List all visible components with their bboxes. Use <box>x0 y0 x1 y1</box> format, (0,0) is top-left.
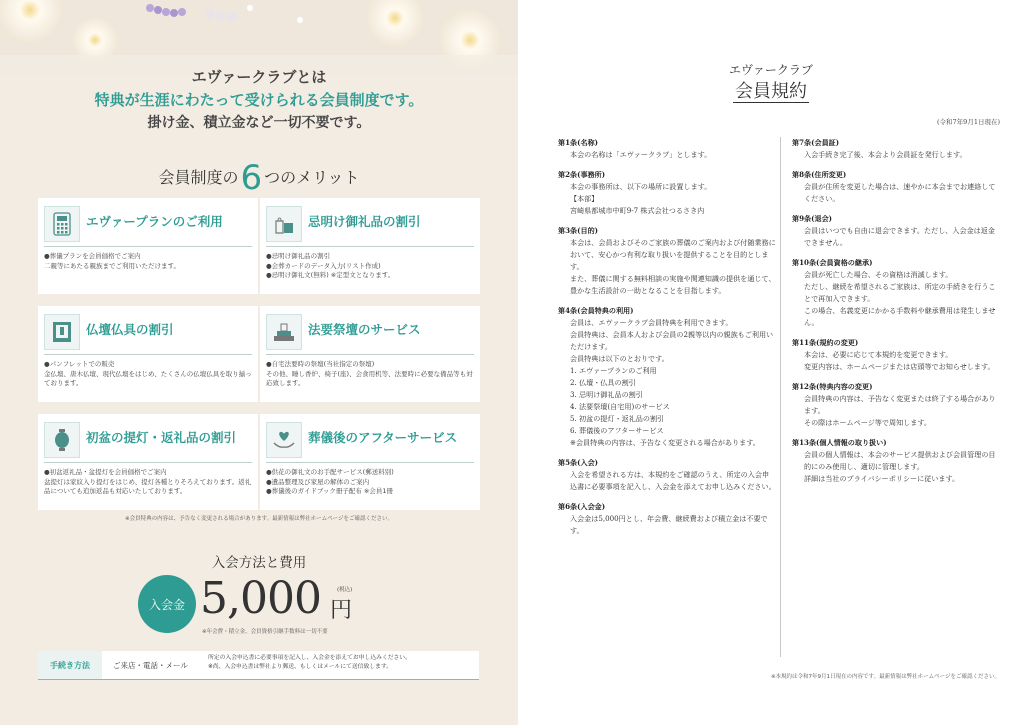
procedure-label: 手続き方法 <box>38 651 102 679</box>
card-body <box>44 252 256 271</box>
article-heading: 第3条(目的) <box>558 226 599 235</box>
merits-heading-before: 会員制度の <box>158 168 239 187</box>
calculator-icon <box>44 206 80 242</box>
card-body <box>266 360 478 389</box>
article <box>558 137 776 161</box>
card-divider <box>44 462 252 463</box>
procedure-box <box>38 651 479 680</box>
article-body: 本会は、必要に応じて本規約を変更できます。 変更内容は、ホームページまたは店頭等でお知らせします。 <box>804 350 995 371</box>
terms-title-text: 会員規約 <box>735 81 807 102</box>
card-line: 金仏壇、唐木仏壇、現代仏壇をはじめ、たくさんの仏壇仏具を取り揃っております。 <box>44 369 252 387</box>
terms-title <box>518 77 1024 103</box>
procedure-desc-line: 所定の入会申込書に必要事項を記入し、入会金を添えてお申し込みください。 <box>208 655 411 661</box>
card-divider <box>266 246 474 247</box>
article-body: 本会の事務所は、以下の場所に設置します。 【本部】 宮崎県都城市中町9-7 株式会社つるさき内 <box>570 182 712 215</box>
terms-date: (令和7年9月1日現在) <box>937 118 1000 126</box>
merit-card-lantern <box>38 414 258 510</box>
intro-line-3: 掛け金、積立金など一切不要です。 <box>147 115 371 131</box>
article-body: 本会は、会員およびそのご家族の葬儀のご案内および付随業務において、安心かつ有利な取り扱いを提供することを目的とします。 また、葬儀に関する無料相談の実施や関連知識の提供を通じて、豊かな生活設計の一助となることを目指します。 <box>570 238 776 295</box>
article <box>792 257 1000 329</box>
intro-text <box>0 66 518 134</box>
article <box>792 137 1000 161</box>
card-line: ●自宅法要時の祭壇(当社指定の祭壇) <box>266 360 375 368</box>
articles-column-right <box>792 137 1000 493</box>
card-title: 初盆の提灯・返礼品の割引 <box>86 430 237 445</box>
flower-header-image <box>0 0 518 75</box>
article <box>558 169 776 217</box>
article-body: 会員は、エヴァークラブ会員特典を利用できます。 会員特典は、会員本人および会員の2親等以内の親族もご利用いただけます。 会員特典は以下のとおりです。 1. エヴァープランのご利用 2. 仏壇・仏具の割引 3. 忌明け御礼品の割引 4. 法要祭壇(自宅用)のサービス 5. 初盆の提灯・返礼品の割引 6. 葬儀後のアフターサービス ※会員特典の内容は、予告なく変更される場合があります。 <box>570 318 774 447</box>
cards-note: ※会員特典の内容は、予告なく変更される場合があります。最新情報は弊社ホームページをご確認ください。 <box>124 516 394 522</box>
article <box>558 457 776 493</box>
card-divider <box>44 246 252 247</box>
terms-subtitle: エヴァークラブ <box>729 63 813 77</box>
article <box>558 501 776 537</box>
terms-footnote: ※本規約は令和7年9月1日現在の内容です。最新情報は弊社ホームページをご確認ください。 <box>770 674 1000 680</box>
entry-fee-tax: (税込) <box>337 587 353 593</box>
gift-bag-icon <box>266 206 302 242</box>
intro-line-1: エヴァークラブとは <box>191 68 327 86</box>
column-divider <box>780 137 781 657</box>
article <box>792 337 1000 373</box>
merit-card-butsudan <box>38 306 258 402</box>
card-line: ●パンフレットでの販売 <box>44 360 115 368</box>
card-line: ●忌明け御礼文(無料) ※定型文となります。 <box>266 271 395 279</box>
card-line: ●初盆返礼品・盆提灯を会員価格でご案内 <box>44 468 167 476</box>
article-heading: 第13条(個人情報の取り扱い) <box>792 438 887 447</box>
article-heading: 第7条(会員証) <box>792 138 840 147</box>
card-line: 二親等にあたる親族までご利用いただけます。 <box>44 261 180 270</box>
altar-icon <box>266 314 302 350</box>
articles-column-left <box>558 137 776 545</box>
card-title: エヴァープランのご利用 <box>86 214 223 229</box>
article-body: 本会の名称は「エヴァークラブ」とします。 <box>570 150 712 159</box>
butsudan-icon <box>44 314 80 350</box>
card-line: ●葬儀後のガイドブック冊子配布 ※会員1冊 <box>266 487 393 495</box>
article-heading: 第9条(退会) <box>792 214 833 223</box>
article-body: 会員特典の内容は、予告なく変更または終了する場合があります。 その際はホームページ等で周知します。 <box>804 394 996 427</box>
article <box>792 213 1000 249</box>
card-line: その他、睡し香炉、椅子(座)、会食用机等、法要時に必要な備品等も対応致します。 <box>266 369 473 387</box>
entry-fee-unit: 円 <box>330 598 353 623</box>
entry-fee-title: 入会方法と費用 <box>211 555 307 571</box>
article <box>558 305 776 449</box>
article-body: 会員が住所を変更した場合は、速やかに本会までお連絡してください。 <box>804 182 996 203</box>
article-heading: 第11条(規約の変更) <box>792 338 859 347</box>
card-title: 忌明け御礼品の割引 <box>308 214 421 229</box>
card-body <box>44 360 256 389</box>
card-title: 法要祭壇のサービス <box>308 322 421 337</box>
card-line: ●供花の御礼文のお手配サービス(郵送料別) <box>266 468 394 476</box>
article <box>792 169 1000 205</box>
lantern-icon <box>44 422 80 458</box>
article-body: 会員が死亡した場合、その資格は消滅します。 ただし、継続を希望されるご家族は、所定の手続きを行うことで再加入できます。 この場合、名義変更にかかる手数料や継承費用は発生しません。 <box>804 270 996 327</box>
article-heading: 第8条(住所変更) <box>792 170 847 179</box>
article <box>792 437 1000 485</box>
card-line: ●忌明け御礼品の割引 <box>266 252 331 260</box>
article <box>558 225 776 297</box>
card-line: ●会葬カードのデータ入力(リスト作成) <box>266 261 381 270</box>
card-title: 仏壇仏具の割引 <box>86 322 174 337</box>
card-line: ●遺品整理及び家屋の解体のご案内 <box>266 477 370 486</box>
merit-card-gift <box>260 198 480 294</box>
article-body: 入会を希望される方は、本規約をご確認のうえ、所定の入会申込書に必要事項を記入し、入会金を添えてお申し込みください。 <box>570 470 776 491</box>
article-heading: 第4条(会員特典の利用) <box>558 306 634 315</box>
card-line: ●葬儀プランを会員価格でご案内 <box>44 252 141 260</box>
card-line: 盆提灯は家紋入り提灯をはじめ、提灯各種とりそろえております。返礼品についても追加返品も対応いたしております。 <box>44 477 252 495</box>
merits-heading-after: つのメリット <box>264 168 360 187</box>
intro-line-2: 特典が生涯にわたって受けられる会員制度です。 <box>94 91 424 109</box>
merit-card-after-service <box>260 414 480 510</box>
procedure-description <box>208 654 478 672</box>
card-divider <box>44 354 252 355</box>
article-heading: 第12条(特典内容の変更) <box>792 382 873 391</box>
article-heading: 第1条(名称) <box>558 138 599 147</box>
article-heading: 第2条(事務所) <box>558 170 606 179</box>
card-divider <box>266 354 474 355</box>
procedure-desc-line: ※尚、入会申込書は弊社より郵送、もしくはメールにて送信致します。 <box>208 664 392 670</box>
entry-fee-amount: 5,000 <box>200 573 321 624</box>
article-heading: 第10条(会員資格の継承) <box>792 258 873 267</box>
heart-hands-icon <box>266 422 302 458</box>
article-body: 会員はいつでも自由に退会できます。ただし、入会金は返金できません。 <box>804 226 995 247</box>
card-title: 葬儀後のアフターサービス <box>308 430 458 445</box>
merits-heading <box>0 158 518 198</box>
card-body <box>266 252 478 281</box>
article-body: 入会手続き完了後、本会より会員証を発行します。 <box>804 150 967 159</box>
article <box>792 381 1000 429</box>
merits-number: 6 <box>240 158 263 198</box>
merit-card-plan <box>38 198 258 294</box>
merit-card-altar <box>260 306 480 402</box>
card-body <box>44 468 256 497</box>
article-body: 会員の個人情報は、本会のサービス提供および会員管理の目的にのみ使用し、適切に管理します。 詳細は当社のプライバシーポリシーに従います。 <box>804 450 996 483</box>
entry-fee-note: ※年会費・積立金、会員資格引継手数料は一切不要 <box>202 629 328 635</box>
article-body: 入会金は5,000円とし、年会費、継続費および積立金は不要です。 <box>570 514 768 535</box>
article-heading: 第6条(入会金) <box>558 502 606 511</box>
card-divider <box>266 462 474 463</box>
article-heading: 第5条(入会) <box>558 458 599 467</box>
procedure-methods: ご来店・電話・メール <box>113 661 188 670</box>
entry-fee-badge: 入会金 <box>138 575 196 633</box>
card-body <box>266 468 478 497</box>
